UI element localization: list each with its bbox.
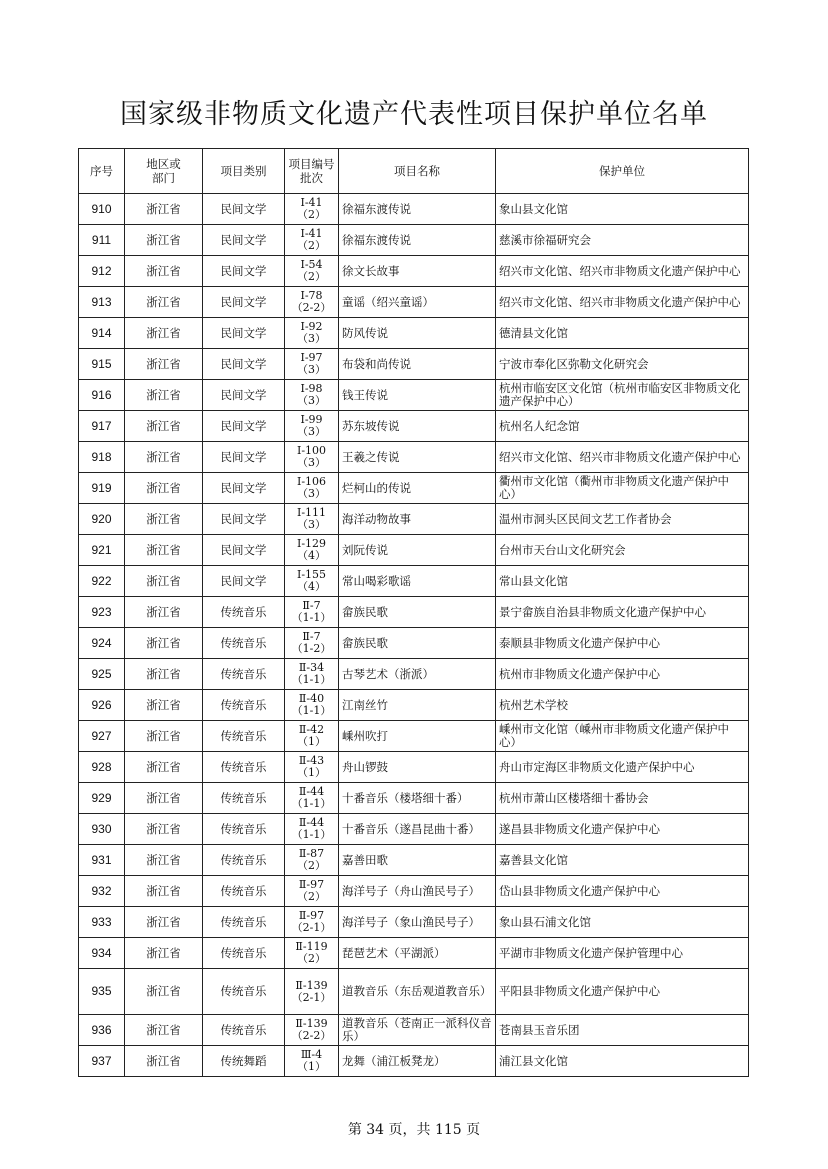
cell-code-batch: [285, 876, 339, 907]
project-batch: （1-1）: [291, 828, 332, 841]
cell-project-name: 苏东坡传说: [339, 411, 496, 442]
project-batch: （3）: [297, 487, 326, 500]
cell-protection-unit: 绍兴市文化馆、绍兴市非物质文化遗产保护中心: [496, 287, 749, 318]
cell-project-name: 海洋动物故事: [339, 504, 496, 535]
table-row: [79, 411, 749, 442]
table-row: [79, 597, 749, 628]
cell-code-batch: [285, 597, 339, 628]
cell-region: 浙江省: [125, 876, 203, 907]
cell-protection-unit: 台州市天台山文化研究会: [496, 535, 749, 566]
table-row: [79, 1015, 749, 1046]
cell-category: 民间文学: [203, 504, 285, 535]
cell-protection-unit: 平湖市非物质文化遗产保护管理中心: [496, 938, 749, 969]
project-batch: （2-1）: [291, 990, 332, 1004]
cell-category: 传统音乐: [203, 628, 285, 659]
cell-region: 浙江省: [125, 504, 203, 535]
cell-project-name: 舟山锣鼓: [339, 752, 496, 783]
cell-no: 932: [79, 876, 125, 907]
project-code: Ⅰ-106: [296, 475, 327, 488]
project-batch: （2-2）: [291, 1029, 332, 1042]
cell-project-name: 古琴艺术（浙派）: [339, 659, 496, 690]
cell-project-name: 海洋号子（舟山渔民号子）: [339, 876, 496, 907]
cell-no: 914: [79, 318, 125, 349]
project-batch: （1）: [297, 1060, 326, 1073]
project-code: Ⅰ-98: [300, 382, 323, 395]
cell-protection-unit: 浦江县文化馆: [496, 1046, 749, 1077]
cell-no: 919: [79, 473, 125, 504]
table-row: [79, 783, 749, 814]
cell-region: 浙江省: [125, 752, 203, 783]
protection-unit-table: [78, 148, 749, 1077]
cell-protection-unit: 嘉善县文化馆: [496, 845, 749, 876]
cell-category: 民间文学: [203, 380, 285, 411]
project-batch: （1-1）: [291, 611, 332, 624]
project-code: Ⅱ-44: [298, 785, 325, 798]
cell-no: 911: [79, 225, 125, 256]
table-row: [79, 1046, 749, 1077]
cell-protection-unit: 舟山市定海区非物质文化遗产保护中心: [496, 752, 749, 783]
cell-category: 民间文学: [203, 349, 285, 380]
cell-region: 浙江省: [125, 1046, 203, 1077]
cell-region: 浙江省: [125, 907, 203, 938]
cell-region: 浙江省: [125, 411, 203, 442]
project-batch: （2）: [297, 890, 326, 903]
project-code: Ⅱ-7: [302, 599, 321, 612]
cell-no: 935: [79, 969, 125, 1015]
project-code: Ⅰ-129: [296, 537, 327, 550]
table-row: [79, 814, 749, 845]
cell-code-batch: [285, 287, 339, 318]
cell-protection-unit: 常山县文化馆: [496, 566, 749, 597]
cell-region: 浙江省: [125, 938, 203, 969]
project-batch: （3）: [297, 363, 326, 376]
project-code: Ⅰ-100: [296, 444, 327, 457]
project-batch: （3）: [297, 518, 326, 531]
cell-no: 924: [79, 628, 125, 659]
cell-category: 民间文学: [203, 535, 285, 566]
cell-protection-unit: 绍兴市文化馆、绍兴市非物质文化遗产保护中心: [496, 256, 749, 287]
cell-code-batch: [285, 256, 339, 287]
project-code: Ⅰ-41: [300, 227, 323, 240]
header-category: 项目类别: [203, 149, 285, 194]
project-code: Ⅰ-99: [300, 413, 323, 426]
table-row: [79, 194, 749, 225]
project-code: Ⅰ-155: [296, 568, 327, 581]
project-batch: （1）: [297, 735, 326, 748]
cell-code-batch: [285, 969, 339, 1015]
project-code: Ⅱ-34: [298, 661, 325, 674]
cell-region: 浙江省: [125, 194, 203, 225]
cell-code-batch: [285, 938, 339, 969]
project-batch: （2-2）: [291, 301, 332, 314]
cell-protection-unit: 景宁畲族自治县非物质文化遗产保护中心: [496, 597, 749, 628]
cell-code-batch: [285, 194, 339, 225]
cell-category: 民间文学: [203, 194, 285, 225]
cell-project-name: 道教音乐（苍南正一派科仪音乐）: [339, 1015, 496, 1046]
cell-category: 传统音乐: [203, 938, 285, 969]
project-code: Ⅰ-92: [300, 320, 323, 333]
cell-category: 传统音乐: [203, 690, 285, 721]
cell-category: 传统音乐: [203, 907, 285, 938]
cell-region: 浙江省: [125, 1015, 203, 1046]
cell-no: 913: [79, 287, 125, 318]
cell-region: 浙江省: [125, 442, 203, 473]
table-row: [79, 287, 749, 318]
cell-no: 920: [79, 504, 125, 535]
cell-region: 浙江省: [125, 349, 203, 380]
cell-region: 浙江省: [125, 535, 203, 566]
cell-protection-unit: 遂昌县非物质文化遗产保护中心: [496, 814, 749, 845]
page-footer: 第 34 页，共 115 页: [347, 1122, 481, 1138]
cell-project-name: 徐福东渡传说: [339, 194, 496, 225]
cell-project-name: 刘阮传说: [339, 535, 496, 566]
cell-code-batch: [285, 845, 339, 876]
cell-code-batch: [285, 473, 339, 504]
table-row: [79, 256, 749, 287]
cell-protection-unit: 杭州市临安区文化馆（杭州市临安区非物质文化遗产保护中心）: [496, 380, 749, 411]
cell-code-batch: [285, 349, 339, 380]
cell-protection-unit: 衢州市文化馆（衢州市非物质文化遗产保护中心）: [496, 473, 749, 504]
cell-category: 民间文学: [203, 318, 285, 349]
cell-no: 915: [79, 349, 125, 380]
cell-category: 传统音乐: [203, 597, 285, 628]
cell-category: 民间文学: [203, 287, 285, 318]
cell-no: 910: [79, 194, 125, 225]
cell-protection-unit: 嵊州市文化馆（嵊州市非物质文化遗产保护中心）: [496, 721, 749, 752]
table-row: [79, 349, 749, 380]
cell-no: 925: [79, 659, 125, 690]
project-batch: （4）: [297, 580, 326, 593]
cell-category: 民间文学: [203, 473, 285, 504]
cell-no: 928: [79, 752, 125, 783]
cell-region: 浙江省: [125, 721, 203, 752]
cell-project-name: 龙舞（浦江板凳龙）: [339, 1046, 496, 1077]
project-code: Ⅱ-7: [302, 630, 321, 643]
cell-project-name: 徐文长故事: [339, 256, 496, 287]
cell-code-batch: [285, 442, 339, 473]
cell-code-batch: [285, 566, 339, 597]
cell-protection-unit: 慈溪市徐福研究会: [496, 225, 749, 256]
cell-category: 传统音乐: [203, 721, 285, 752]
cell-project-name: 海洋号子（象山渔民号子）: [339, 907, 496, 938]
cell-code-batch: [285, 535, 339, 566]
cell-project-name: 嘉善田歌: [339, 845, 496, 876]
cell-category: 传统音乐: [203, 969, 285, 1015]
cell-project-name: 畲族民歌: [339, 597, 496, 628]
project-code: Ⅱ-97: [298, 909, 325, 922]
cell-project-name: 江南丝竹: [339, 690, 496, 721]
cell-no: 926: [79, 690, 125, 721]
cell-code-batch: [285, 318, 339, 349]
cell-region: 浙江省: [125, 380, 203, 411]
cell-category: 民间文学: [203, 256, 285, 287]
cell-project-name: 畲族民歌: [339, 628, 496, 659]
project-batch: （2-1）: [291, 921, 332, 934]
cell-no: 917: [79, 411, 125, 442]
table-row: [79, 225, 749, 256]
project-code: Ⅱ-87: [298, 847, 325, 860]
project-batch: （1-2）: [291, 642, 332, 655]
cell-category: 传统舞蹈: [203, 1046, 285, 1077]
cell-region: 浙江省: [125, 659, 203, 690]
cell-no: 937: [79, 1046, 125, 1077]
project-code: Ⅱ-139: [295, 1017, 328, 1030]
cell-protection-unit: 杭州艺术学校: [496, 690, 749, 721]
project-batch: （3）: [297, 332, 326, 345]
cell-no: 934: [79, 938, 125, 969]
table-row: [79, 907, 749, 938]
project-code: Ⅰ-78: [300, 289, 323, 302]
cell-project-name: 常山喝彩歌谣: [339, 566, 496, 597]
document-title: 国家级非物质文化遗产代表性项目保护单位名单: [120, 99, 708, 130]
cell-region: 浙江省: [125, 318, 203, 349]
cell-region: 浙江省: [125, 225, 203, 256]
project-batch: （1-1）: [291, 797, 332, 810]
cell-code-batch: [285, 380, 339, 411]
cell-protection-unit: 绍兴市文化馆、绍兴市非物质文化遗产保护中心: [496, 442, 749, 473]
cell-project-name: 道教音乐（东岳观道教音乐）: [339, 969, 496, 1015]
cell-code-batch: [285, 814, 339, 845]
cell-category: 民间文学: [203, 225, 285, 256]
cell-region: 浙江省: [125, 628, 203, 659]
cell-code-batch: [285, 628, 339, 659]
cell-project-name: 防风传说: [339, 318, 496, 349]
cell-protection-unit: 德清县文化馆: [496, 318, 749, 349]
header-unit: 保护单位: [496, 149, 749, 194]
header-code: 项目编号 批次: [285, 149, 339, 194]
cell-category: 传统音乐: [203, 814, 285, 845]
cell-category: 传统音乐: [203, 659, 285, 690]
cell-protection-unit: 杭州市非物质文化遗产保护中心: [496, 659, 749, 690]
cell-protection-unit: 杭州市萧山区楼塔细十番协会: [496, 783, 749, 814]
cell-category: 传统音乐: [203, 845, 285, 876]
cell-region: 浙江省: [125, 783, 203, 814]
table-row: [79, 318, 749, 349]
cell-no: 929: [79, 783, 125, 814]
table-row: [79, 628, 749, 659]
project-batch: （1）: [297, 766, 326, 779]
cell-project-name: 烂柯山的传说: [339, 473, 496, 504]
cell-code-batch: [285, 907, 339, 938]
table-row: [79, 690, 749, 721]
table-row: [79, 876, 749, 907]
header-name: 项目名称: [339, 149, 496, 194]
project-batch: （3）: [297, 394, 326, 407]
cell-category: 民间文学: [203, 566, 285, 597]
cell-code-batch: [285, 504, 339, 535]
cell-project-name: 童谣（绍兴童谣）: [339, 287, 496, 318]
cell-project-name: 布袋和尚传说: [339, 349, 496, 380]
cell-region: 浙江省: [125, 473, 203, 504]
project-batch: （3）: [297, 456, 326, 469]
cell-code-batch: [285, 225, 339, 256]
cell-project-name: 钱王传说: [339, 380, 496, 411]
cell-code-batch: [285, 411, 339, 442]
header-no: 序号: [79, 149, 125, 194]
cell-code-batch: [285, 690, 339, 721]
cell-region: 浙江省: [125, 690, 203, 721]
cell-no: 931: [79, 845, 125, 876]
cell-region: 浙江省: [125, 287, 203, 318]
header-region: 地区或 部门: [125, 149, 203, 194]
cell-category: 传统音乐: [203, 1015, 285, 1046]
cell-protection-unit: 岱山县非物质文化遗产保护中心: [496, 876, 749, 907]
cell-code-batch: [285, 1015, 339, 1046]
cell-protection-unit: 象山县文化馆: [496, 194, 749, 225]
table-row: [79, 969, 749, 1015]
cell-region: 浙江省: [125, 969, 203, 1015]
project-batch: （2）: [297, 239, 326, 252]
table-header-row: [79, 149, 749, 194]
table-row: [79, 535, 749, 566]
project-batch: （2）: [297, 208, 326, 221]
cell-no: 921: [79, 535, 125, 566]
cell-code-batch: [285, 783, 339, 814]
table-row: [79, 442, 749, 473]
cell-code-batch: [285, 1046, 339, 1077]
project-code: Ⅱ-119: [295, 940, 328, 953]
cell-category: 民间文学: [203, 411, 285, 442]
project-batch: （2）: [297, 859, 326, 872]
table-row: [79, 752, 749, 783]
cell-code-batch: [285, 721, 339, 752]
cell-project-name: 十番音乐（楼塔细十番）: [339, 783, 496, 814]
project-code: Ⅱ-97: [298, 878, 325, 891]
table-row: [79, 938, 749, 969]
cell-protection-unit: 宁波市奉化区弥勒文化研究会: [496, 349, 749, 380]
project-batch: （1-1）: [291, 704, 332, 717]
cell-no: 922: [79, 566, 125, 597]
cell-code-batch: [285, 659, 339, 690]
table-row: [79, 721, 749, 752]
cell-category: 传统音乐: [203, 752, 285, 783]
project-batch: （4）: [297, 549, 326, 562]
cell-category: 民间文学: [203, 442, 285, 473]
table-row: [79, 380, 749, 411]
cell-no: 923: [79, 597, 125, 628]
project-code: Ⅲ-4: [300, 1048, 323, 1061]
table-row: [79, 845, 749, 876]
table-row: [79, 504, 749, 535]
cell-category: 传统音乐: [203, 876, 285, 907]
project-code: Ⅱ-44: [298, 816, 325, 829]
cell-no: 930: [79, 814, 125, 845]
project-code: Ⅱ-139: [295, 978, 328, 992]
project-batch: （2）: [297, 952, 326, 965]
cell-no: 918: [79, 442, 125, 473]
cell-region: 浙江省: [125, 256, 203, 287]
cell-no: 936: [79, 1015, 125, 1046]
cell-project-name: 王羲之传说: [339, 442, 496, 473]
project-code: Ⅰ-111: [296, 506, 327, 519]
cell-protection-unit: 象山县石浦文化馆: [496, 907, 749, 938]
cell-code-batch: [285, 752, 339, 783]
project-code: Ⅱ-42: [298, 723, 325, 736]
cell-protection-unit: 杭州名人纪念馆: [496, 411, 749, 442]
cell-project-name: 嵊州吹打: [339, 721, 496, 752]
cell-project-name: 徐福东渡传说: [339, 225, 496, 256]
project-batch: （2）: [297, 270, 326, 283]
project-code: Ⅱ-40: [298, 692, 325, 705]
cell-category: 传统音乐: [203, 783, 285, 814]
cell-protection-unit: 泰顺县非物质文化遗产保护中心: [496, 628, 749, 659]
table-row: [79, 566, 749, 597]
project-code: Ⅰ-97: [300, 351, 323, 364]
table-body: [79, 194, 749, 1077]
table-row: [79, 473, 749, 504]
cell-region: 浙江省: [125, 845, 203, 876]
table-row: [79, 659, 749, 690]
cell-region: 浙江省: [125, 814, 203, 845]
project-batch: （1-1）: [291, 673, 332, 686]
cell-project-name: 琵琶艺术（平湖派）: [339, 938, 496, 969]
project-code: Ⅱ-43: [298, 754, 325, 767]
cell-no: 933: [79, 907, 125, 938]
cell-region: 浙江省: [125, 597, 203, 628]
cell-protection-unit: 平阳县非物质文化遗产保护中心: [496, 969, 749, 1015]
cell-no: 912: [79, 256, 125, 287]
cell-no: 927: [79, 721, 125, 752]
cell-protection-unit: 苍南县玉音乐团: [496, 1015, 749, 1046]
project-batch: （3）: [297, 425, 326, 438]
cell-project-name: 十番音乐（遂昌昆曲十番）: [339, 814, 496, 845]
cell-protection-unit: 温州市洞头区民间文艺工作者协会: [496, 504, 749, 535]
project-code: Ⅰ-54: [300, 258, 323, 271]
project-code: Ⅰ-41: [300, 196, 323, 209]
cell-region: 浙江省: [125, 566, 203, 597]
cell-no: 916: [79, 380, 125, 411]
